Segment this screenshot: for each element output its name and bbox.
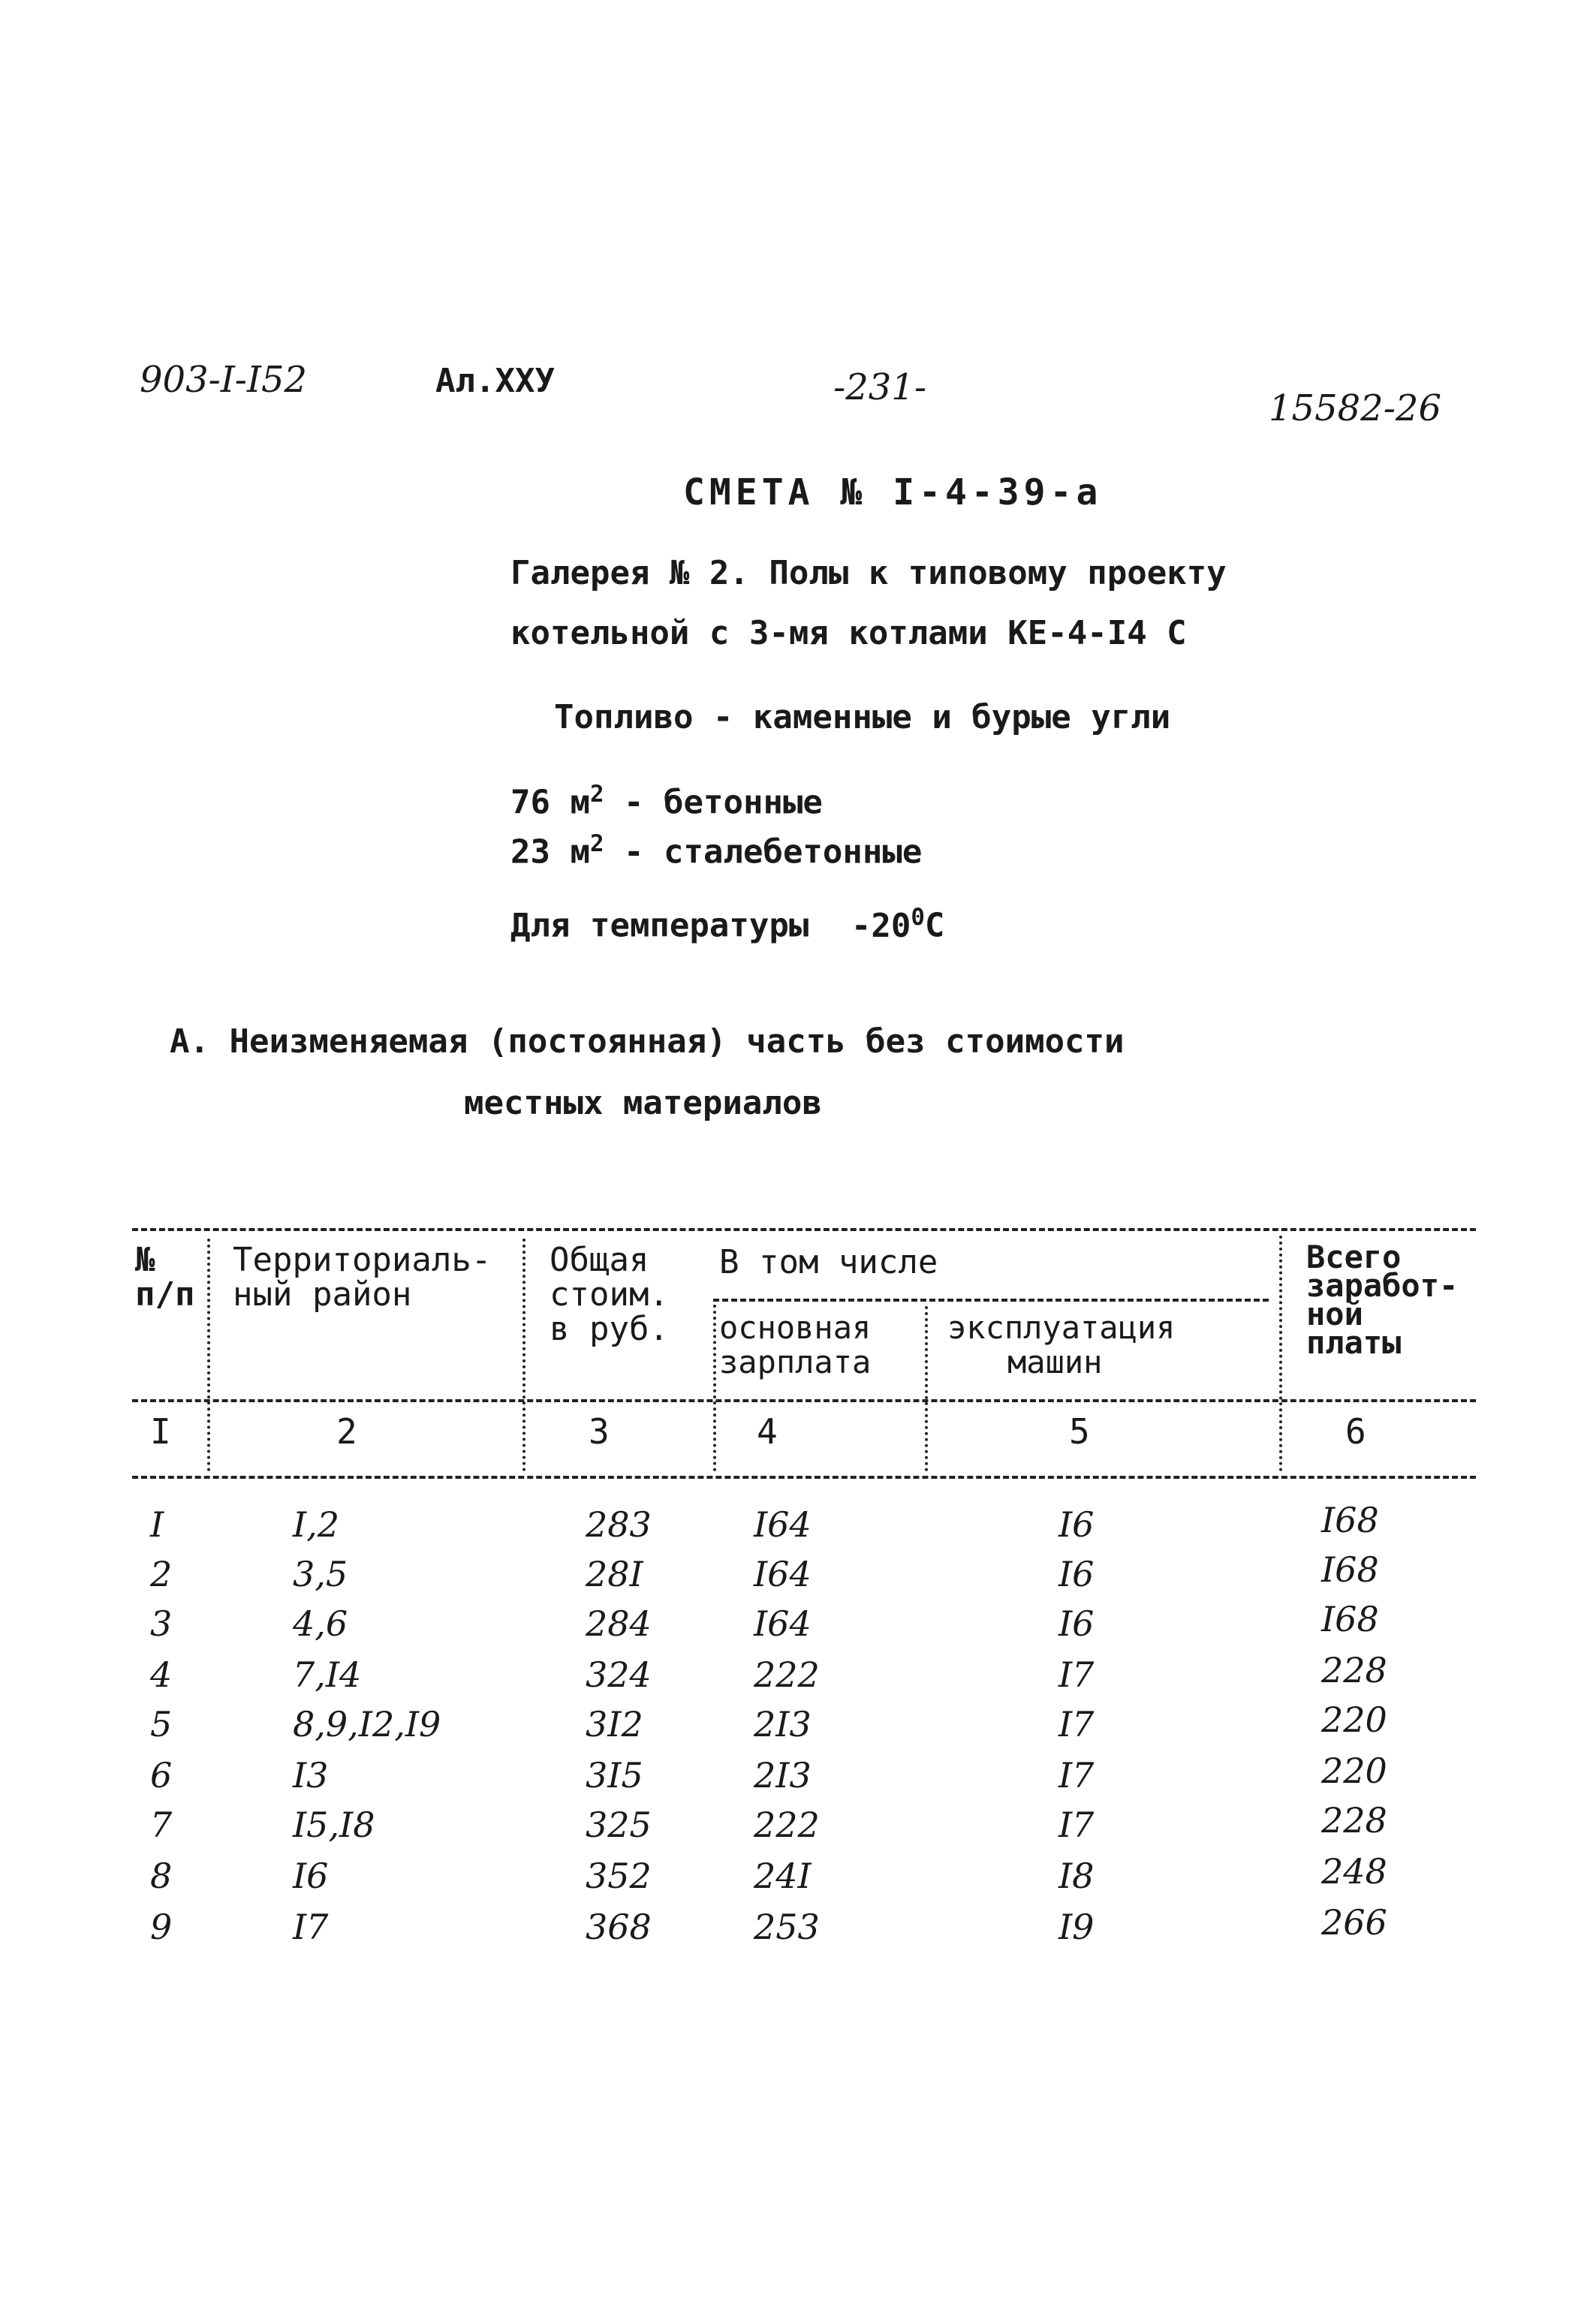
row-machines: I8 xyxy=(1058,1856,1095,1896)
row-total: 283 xyxy=(586,1504,652,1545)
row-total: 324 xyxy=(586,1654,652,1695)
col-separator-3 xyxy=(713,1299,716,1471)
header-col2 xyxy=(233,1243,491,1312)
row-all-wage: 220 xyxy=(1321,1699,1387,1740)
col-number-1: I xyxy=(150,1411,171,1452)
row-total: 284 xyxy=(586,1603,652,1644)
page-number: -231- xyxy=(833,366,927,408)
row-machines: I7 xyxy=(1058,1654,1095,1695)
row-machines: I6 xyxy=(1058,1603,1095,1644)
row-region: 7,I4 xyxy=(293,1654,362,1695)
temperature-unit: С xyxy=(924,906,945,945)
row-region: I5,I8 xyxy=(293,1805,375,1845)
area-concrete-text: - бетонные xyxy=(624,783,823,822)
estimate-description-line2: котельной с 3-мя котлами КЕ-4-I4 С xyxy=(510,614,1187,652)
section-heading-line2: местных материалов xyxy=(464,1084,822,1122)
row-wage: 222 xyxy=(754,1805,820,1845)
row-number: 8 xyxy=(150,1856,173,1896)
temperature-degree: 0 xyxy=(911,904,925,931)
header-col5-line2: машин xyxy=(1007,1344,1103,1380)
header-col3-line3: в руб. xyxy=(550,1310,669,1348)
row-total: 3I5 xyxy=(586,1755,643,1796)
temperature-value: -20 xyxy=(851,906,911,945)
column-number-rule xyxy=(132,1476,1476,1479)
col-separator-1 xyxy=(207,1239,210,1471)
row-wage: I64 xyxy=(754,1504,812,1545)
table-row xyxy=(0,1751,1596,1800)
row-all-wage: 228 xyxy=(1321,1650,1387,1690)
area-concrete-unit-power: 2 xyxy=(589,781,604,808)
row-all-wage: I68 xyxy=(1321,1549,1379,1590)
header-col4 xyxy=(719,1311,871,1380)
header-col5-line1: эксплуатация xyxy=(947,1309,1176,1346)
header-col6-line2: заработ- xyxy=(1306,1267,1459,1304)
row-all-wage: 228 xyxy=(1321,1800,1387,1841)
row-machines: I7 xyxy=(1058,1805,1095,1845)
area-concrete xyxy=(510,781,823,822)
row-region: I3 xyxy=(293,1755,329,1796)
row-number: 4 xyxy=(150,1654,173,1695)
header-col3-line2: стоим. xyxy=(550,1275,669,1314)
table-row xyxy=(0,1800,1596,1850)
header-col4-line2: зарплата xyxy=(719,1344,872,1380)
row-all-wage: 248 xyxy=(1321,1851,1387,1892)
header-col6-line4: платы xyxy=(1306,1324,1402,1361)
header-col3-line1: Общая xyxy=(550,1241,649,1279)
header-col1-line1: № xyxy=(135,1241,155,1279)
header-col2-line2: ный район xyxy=(233,1275,412,1314)
row-region: 8,9,I2,I9 xyxy=(293,1704,441,1745)
table-top-rule xyxy=(132,1228,1476,1231)
fuel-type: Топливо - каменные и бурые угли xyxy=(554,698,1171,736)
header-col4-line1: основная xyxy=(719,1309,872,1346)
row-wage: 253 xyxy=(754,1907,820,1947)
row-wage: 2I3 xyxy=(754,1755,812,1796)
header-col6-line3: ной xyxy=(1306,1296,1363,1332)
col-number-2: 2 xyxy=(336,1411,357,1452)
col-number-3: 3 xyxy=(589,1411,610,1452)
col-separator-5 xyxy=(1279,1236,1282,1471)
table-row xyxy=(0,1851,1596,1901)
table-row xyxy=(0,1902,1596,1952)
row-number: I xyxy=(150,1504,164,1545)
row-region: I6 xyxy=(293,1856,329,1896)
row-all-wage: 220 xyxy=(1321,1751,1387,1791)
row-machines: I6 xyxy=(1058,1554,1095,1594)
header-col3 xyxy=(550,1243,669,1347)
estimate-title: СМЕТА № I-4-39-а xyxy=(683,471,1103,513)
area-steel-concrete xyxy=(510,830,922,872)
row-total: 368 xyxy=(586,1907,652,1947)
album-number: Ал.XXУ xyxy=(435,362,555,400)
row-number: 7 xyxy=(150,1805,173,1845)
area-steel-concrete-text: - сталебетонные xyxy=(624,832,923,872)
header-col6 xyxy=(1306,1239,1459,1361)
inventory-number: 15582-26 xyxy=(1269,387,1441,429)
row-region: I7 xyxy=(293,1907,329,1947)
row-number: 9 xyxy=(150,1907,173,1947)
row-machines: I7 xyxy=(1058,1755,1095,1796)
header-col1 xyxy=(135,1243,194,1312)
row-machines: I7 xyxy=(1058,1704,1095,1745)
row-number: 6 xyxy=(150,1755,173,1796)
row-number: 3 xyxy=(150,1603,173,1644)
row-wage: I64 xyxy=(754,1554,812,1594)
row-wage: 2I3 xyxy=(754,1704,812,1745)
col-number-6: 6 xyxy=(1345,1411,1366,1452)
header-col2-line1: Территориаль- xyxy=(233,1241,492,1279)
group-header-rule xyxy=(713,1299,1269,1302)
row-wage: I64 xyxy=(754,1603,812,1644)
row-region: 4,6 xyxy=(293,1603,348,1644)
row-all-wage: 266 xyxy=(1321,1902,1387,1943)
col-number-5: 5 xyxy=(1069,1411,1090,1452)
col-separator-4 xyxy=(925,1306,928,1471)
row-number: 5 xyxy=(150,1704,173,1745)
header-col6-line1: Всего xyxy=(1306,1239,1402,1275)
section-heading-line1: А. Неизменяемая (постоянная) часть без стоимости xyxy=(170,1022,1125,1061)
table-row xyxy=(0,1549,1596,1599)
row-number: 2 xyxy=(150,1554,173,1594)
row-machines: I9 xyxy=(1058,1907,1095,1947)
table-row xyxy=(0,1500,1596,1549)
row-total: 352 xyxy=(586,1856,652,1896)
row-total: 28I xyxy=(586,1554,643,1594)
area-concrete-value: 76 м xyxy=(510,783,590,822)
doc-code: 903-I-I52 xyxy=(140,359,308,401)
row-region: 3,5 xyxy=(293,1554,348,1594)
row-total: 3I2 xyxy=(586,1704,643,1745)
row-wage: 24I xyxy=(754,1856,812,1896)
col-separator-2 xyxy=(522,1239,525,1471)
row-machines: I6 xyxy=(1058,1504,1095,1545)
row-all-wage: I68 xyxy=(1321,1500,1379,1540)
row-region: I,2 xyxy=(293,1504,340,1545)
estimate-description-line1: Галерея № 2. Полы к типовому проекту xyxy=(510,554,1227,592)
row-all-wage: I68 xyxy=(1321,1599,1379,1639)
row-wage: 222 xyxy=(754,1654,820,1695)
temperature-label: Для температуры xyxy=(510,906,809,945)
area-steel-concrete-unit-power: 2 xyxy=(589,830,604,857)
table-row xyxy=(0,1699,1596,1749)
temperature-line xyxy=(510,904,944,945)
header-col1-line2: п/п xyxy=(135,1275,195,1314)
header-group: В том числе xyxy=(719,1243,938,1281)
row-total: 325 xyxy=(586,1805,652,1845)
area-steel-concrete-value: 23 м xyxy=(510,832,590,872)
table-row xyxy=(0,1650,1596,1699)
header-bottom-rule xyxy=(132,1399,1476,1402)
col-number-4: 4 xyxy=(757,1411,778,1452)
table-row xyxy=(0,1599,1596,1648)
header-col5 xyxy=(947,1311,1175,1380)
